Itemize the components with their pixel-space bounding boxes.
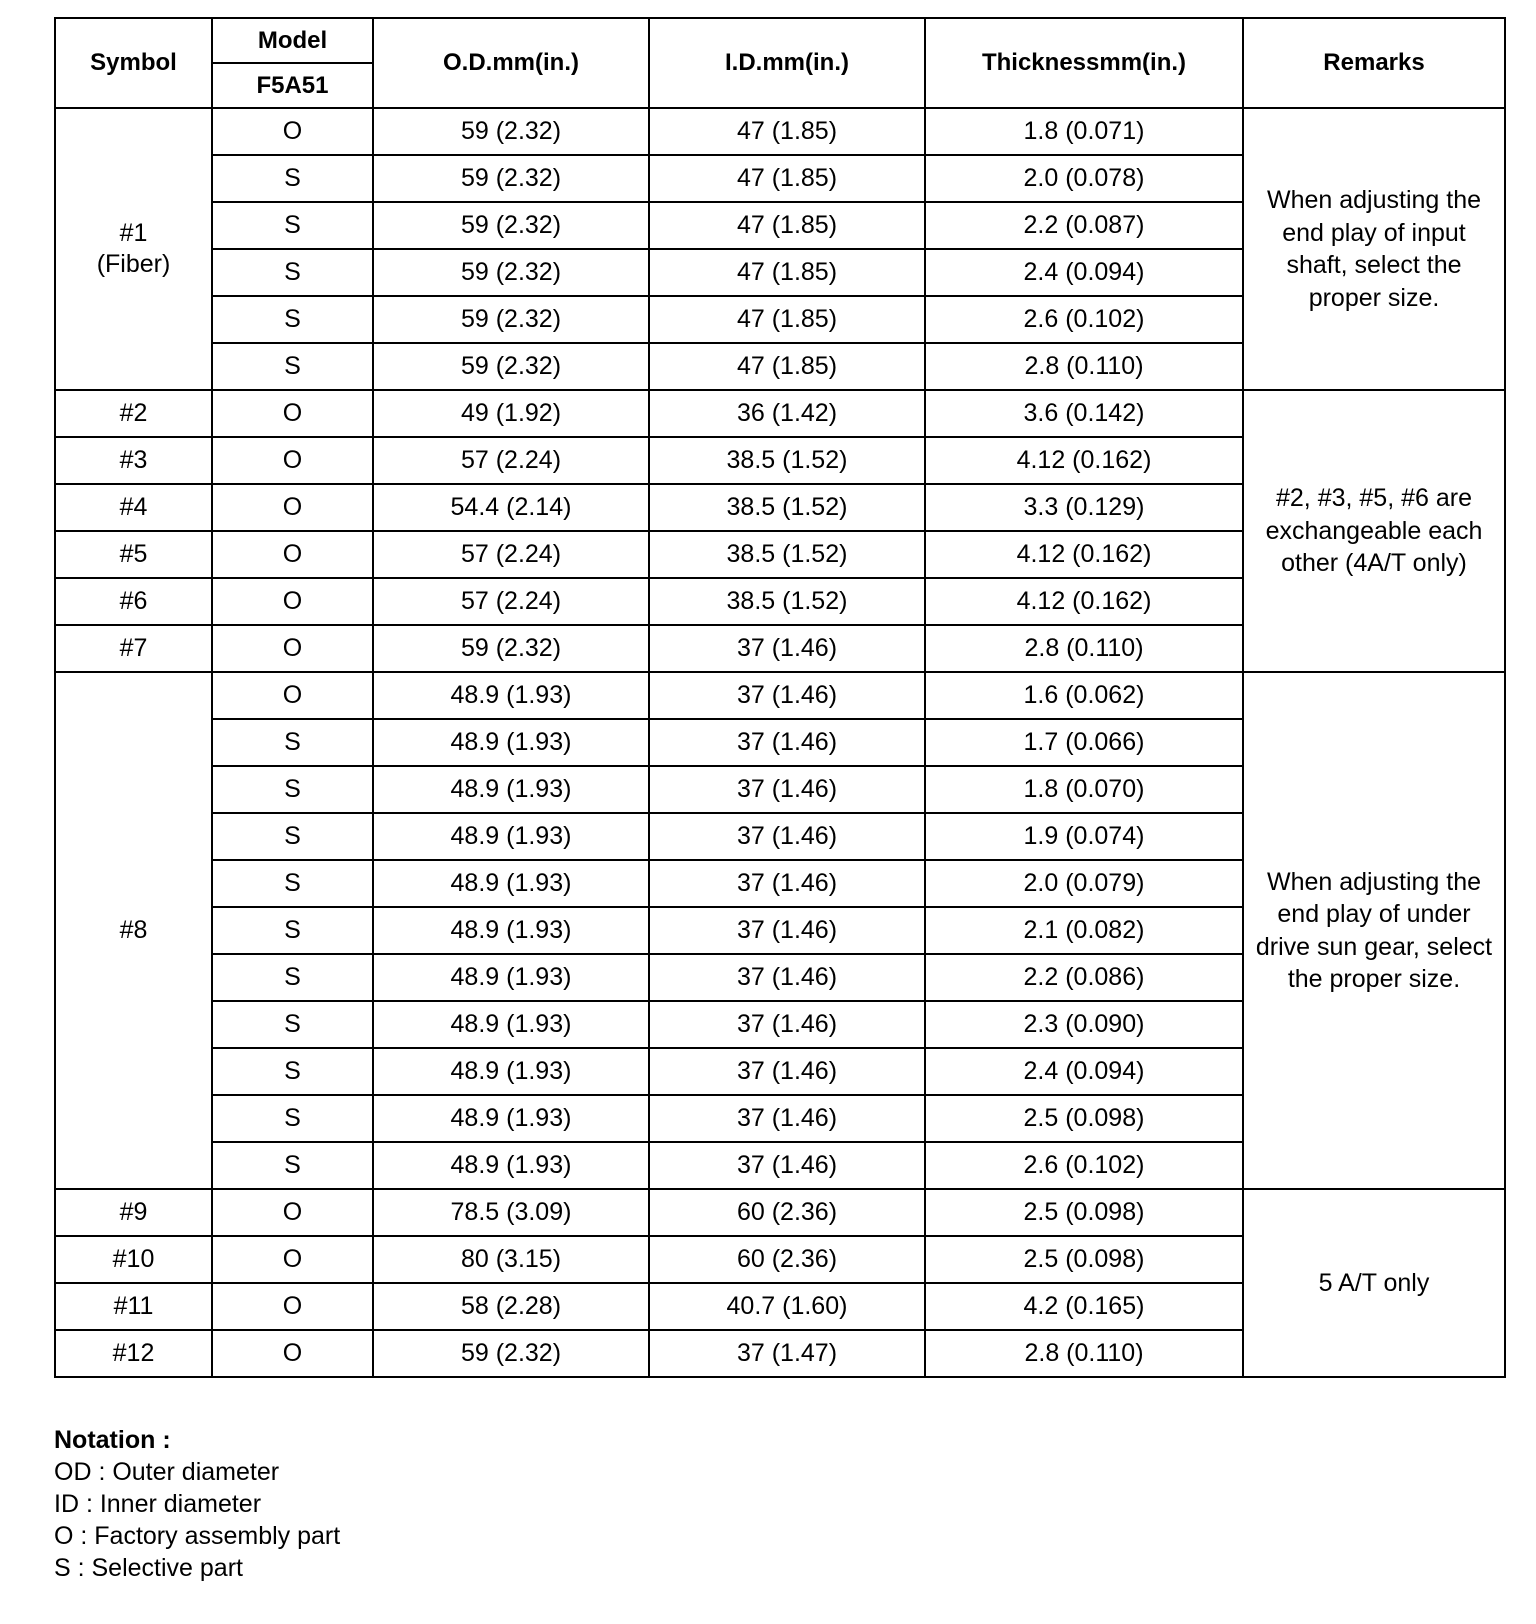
id-cell: 37 (1.47) <box>649 1330 925 1377</box>
model-cell: S <box>212 155 373 202</box>
id-cell: 37 (1.46) <box>649 813 925 860</box>
thickness-cell: 4.12 (0.162) <box>925 531 1243 578</box>
table-row <box>55 672 1505 719</box>
od-cell: 48.9 (1.93) <box>373 719 649 766</box>
header-symbol: Symbol <box>55 18 212 108</box>
symbol-cell: #11 <box>55 1283 212 1330</box>
model-cell: O <box>212 578 373 625</box>
thickness-cell: 2.5 (0.098) <box>925 1236 1243 1283</box>
id-cell: 60 (2.36) <box>649 1189 925 1236</box>
id-cell: 38.5 (1.52) <box>649 531 925 578</box>
model-cell: S <box>212 343 373 390</box>
thickness-cell: 2.4 (0.094) <box>925 249 1243 296</box>
id-cell: 47 (1.85) <box>649 249 925 296</box>
thickness-cell: 2.5 (0.098) <box>925 1095 1243 1142</box>
thickness-cell: 2.8 (0.110) <box>925 625 1243 672</box>
thickness-cell: 4.2 (0.165) <box>925 1283 1243 1330</box>
id-cell: 37 (1.46) <box>649 954 925 1001</box>
id-cell: 37 (1.46) <box>649 766 925 813</box>
od-cell: 57 (2.24) <box>373 437 649 484</box>
model-cell: S <box>212 813 373 860</box>
id-cell: 37 (1.46) <box>649 1095 925 1142</box>
notation-line-o: O : Factory assembly part <box>54 1522 341 1550</box>
thickness-cell: 1.8 (0.071) <box>925 108 1243 155</box>
model-cell: O <box>212 390 373 437</box>
notation-block <box>54 1424 340 1584</box>
thickness-cell: 2.0 (0.078) <box>925 155 1243 202</box>
symbol-cell: #8 <box>55 672 212 1189</box>
remarks-cell: #2, #3, #5, #6 are exchangeable each other (4A/T only) <box>1243 390 1505 672</box>
id-cell: 40.7 (1.60) <box>649 1283 925 1330</box>
thickness-cell: 2.0 (0.079) <box>925 860 1243 907</box>
symbol-cell: #1 (Fiber) <box>55 108 212 390</box>
od-cell: 49 (1.92) <box>373 390 649 437</box>
id-cell: 47 (1.85) <box>649 108 925 155</box>
remarks-cell: 5 A/T only <box>1243 1189 1505 1377</box>
table-body <box>55 108 1505 1377</box>
symbol-cell: #7 <box>55 625 212 672</box>
od-cell: 59 (2.32) <box>373 202 649 249</box>
id-cell: 37 (1.46) <box>649 719 925 766</box>
header-id: I.D.mm(in.) <box>649 18 925 108</box>
model-cell: S <box>212 1142 373 1189</box>
symbol-cell: #6 <box>55 578 212 625</box>
od-cell: 48.9 (1.93) <box>373 1001 649 1048</box>
id-cell: 37 (1.46) <box>649 672 925 719</box>
model-cell: S <box>212 907 373 954</box>
od-cell: 48.9 (1.93) <box>373 907 649 954</box>
model-cell: S <box>212 1095 373 1142</box>
id-cell: 47 (1.85) <box>649 296 925 343</box>
od-cell: 59 (2.32) <box>373 108 649 155</box>
od-cell: 48.9 (1.93) <box>373 672 649 719</box>
model-cell: O <box>212 531 373 578</box>
id-cell: 38.5 (1.52) <box>649 437 925 484</box>
model-cell: O <box>212 108 373 155</box>
thickness-cell: 1.8 (0.070) <box>925 766 1243 813</box>
id-cell: 38.5 (1.52) <box>649 578 925 625</box>
notation-line-id: ID : Inner diameter <box>54 1490 262 1518</box>
remarks-cell: When adjusting the end play of input shaft, select the proper size. <box>1243 108 1505 390</box>
header-thickness: Thicknessmm(in.) <box>925 18 1243 108</box>
thickness-cell: 2.5 (0.098) <box>925 1189 1243 1236</box>
table-row <box>55 390 1505 437</box>
od-cell: 59 (2.32) <box>373 625 649 672</box>
model-cell: O <box>212 1189 373 1236</box>
model-cell: S <box>212 860 373 907</box>
model-cell: O <box>212 1236 373 1283</box>
id-cell: 36 (1.42) <box>649 390 925 437</box>
thickness-cell: 1.9 (0.074) <box>925 813 1243 860</box>
od-cell: 59 (2.32) <box>373 155 649 202</box>
thickness-cell: 2.2 (0.086) <box>925 954 1243 1001</box>
spec-table <box>54 17 1506 1378</box>
id-cell: 37 (1.46) <box>649 1142 925 1189</box>
model-cell: S <box>212 249 373 296</box>
id-cell: 38.5 (1.52) <box>649 484 925 531</box>
od-cell: 59 (2.32) <box>373 343 649 390</box>
thickness-cell: 2.6 (0.102) <box>925 1142 1243 1189</box>
id-cell: 47 (1.85) <box>649 155 925 202</box>
model-cell: S <box>212 296 373 343</box>
model-cell: S <box>212 1048 373 1095</box>
symbol-cell: #4 <box>55 484 212 531</box>
model-cell: S <box>212 766 373 813</box>
od-cell: 48.9 (1.93) <box>373 1048 649 1095</box>
table-row <box>55 1189 1505 1236</box>
thickness-cell: 2.6 (0.102) <box>925 296 1243 343</box>
thickness-cell: 4.12 (0.162) <box>925 437 1243 484</box>
table-header <box>55 18 1505 108</box>
od-cell: 48.9 (1.93) <box>373 860 649 907</box>
model-cell: O <box>212 625 373 672</box>
od-cell: 48.9 (1.93) <box>373 1095 649 1142</box>
thickness-cell: 2.2 (0.087) <box>925 202 1243 249</box>
id-cell: 37 (1.46) <box>649 860 925 907</box>
thickness-cell: 1.7 (0.066) <box>925 719 1243 766</box>
od-cell: 80 (3.15) <box>373 1236 649 1283</box>
model-cell: S <box>212 719 373 766</box>
header-remarks: Remarks <box>1243 18 1505 108</box>
od-cell: 48.9 (1.93) <box>373 1142 649 1189</box>
notation-line-od: OD : Outer diameter <box>54 1458 280 1486</box>
id-cell: 37 (1.46) <box>649 1048 925 1095</box>
od-cell: 48.9 (1.93) <box>373 813 649 860</box>
thickness-cell: 2.8 (0.110) <box>925 343 1243 390</box>
model-cell: O <box>212 672 373 719</box>
symbol-cell: #12 <box>55 1330 212 1377</box>
thickness-cell: 2.3 (0.090) <box>925 1001 1243 1048</box>
symbol-cell: #5 <box>55 531 212 578</box>
od-cell: 48.9 (1.93) <box>373 954 649 1001</box>
thickness-cell: 2.8 (0.110) <box>925 1330 1243 1377</box>
remarks-cell: When adjusting the end play of under drive sun gear, select the proper size. <box>1243 672 1505 1189</box>
header-od: O.D.mm(in.) <box>373 18 649 108</box>
thickness-cell: 3.6 (0.142) <box>925 390 1243 437</box>
od-cell: 58 (2.28) <box>373 1283 649 1330</box>
thickness-cell: 3.3 (0.129) <box>925 484 1243 531</box>
model-cell: S <box>212 202 373 249</box>
model-cell: O <box>212 437 373 484</box>
model-cell: O <box>212 1330 373 1377</box>
model-cell: O <box>212 484 373 531</box>
symbol-cell: #10 <box>55 1236 212 1283</box>
thickness-cell: 4.12 (0.162) <box>925 578 1243 625</box>
model-cell: S <box>212 1001 373 1048</box>
notation-title: Notation : <box>54 1426 171 1454</box>
thickness-cell: 2.1 (0.082) <box>925 907 1243 954</box>
notation-line-s: S : Selective part <box>54 1554 243 1582</box>
header-model-code: F5A51 <box>212 63 373 108</box>
id-cell: 47 (1.85) <box>649 202 925 249</box>
model-cell: S <box>212 954 373 1001</box>
od-cell: 57 (2.24) <box>373 578 649 625</box>
od-cell: 59 (2.32) <box>373 296 649 343</box>
thickness-cell: 1.6 (0.062) <box>925 672 1243 719</box>
id-cell: 60 (2.36) <box>649 1236 925 1283</box>
header-model: Model <box>212 18 373 63</box>
id-cell: 37 (1.46) <box>649 907 925 954</box>
symbol-cell: #2 <box>55 390 212 437</box>
table-row <box>55 108 1505 155</box>
od-cell: 57 (2.24) <box>373 531 649 578</box>
id-cell: 37 (1.46) <box>649 1001 925 1048</box>
od-cell: 59 (2.32) <box>373 249 649 296</box>
od-cell: 59 (2.32) <box>373 1330 649 1377</box>
id-cell: 47 (1.85) <box>649 343 925 390</box>
symbol-cell: #3 <box>55 437 212 484</box>
symbol-cell: #9 <box>55 1189 212 1236</box>
od-cell: 78.5 (3.09) <box>373 1189 649 1236</box>
od-cell: 48.9 (1.93) <box>373 766 649 813</box>
thickness-cell: 2.4 (0.094) <box>925 1048 1243 1095</box>
od-cell: 54.4 (2.14) <box>373 484 649 531</box>
model-cell: O <box>212 1283 373 1330</box>
id-cell: 37 (1.46) <box>649 625 925 672</box>
